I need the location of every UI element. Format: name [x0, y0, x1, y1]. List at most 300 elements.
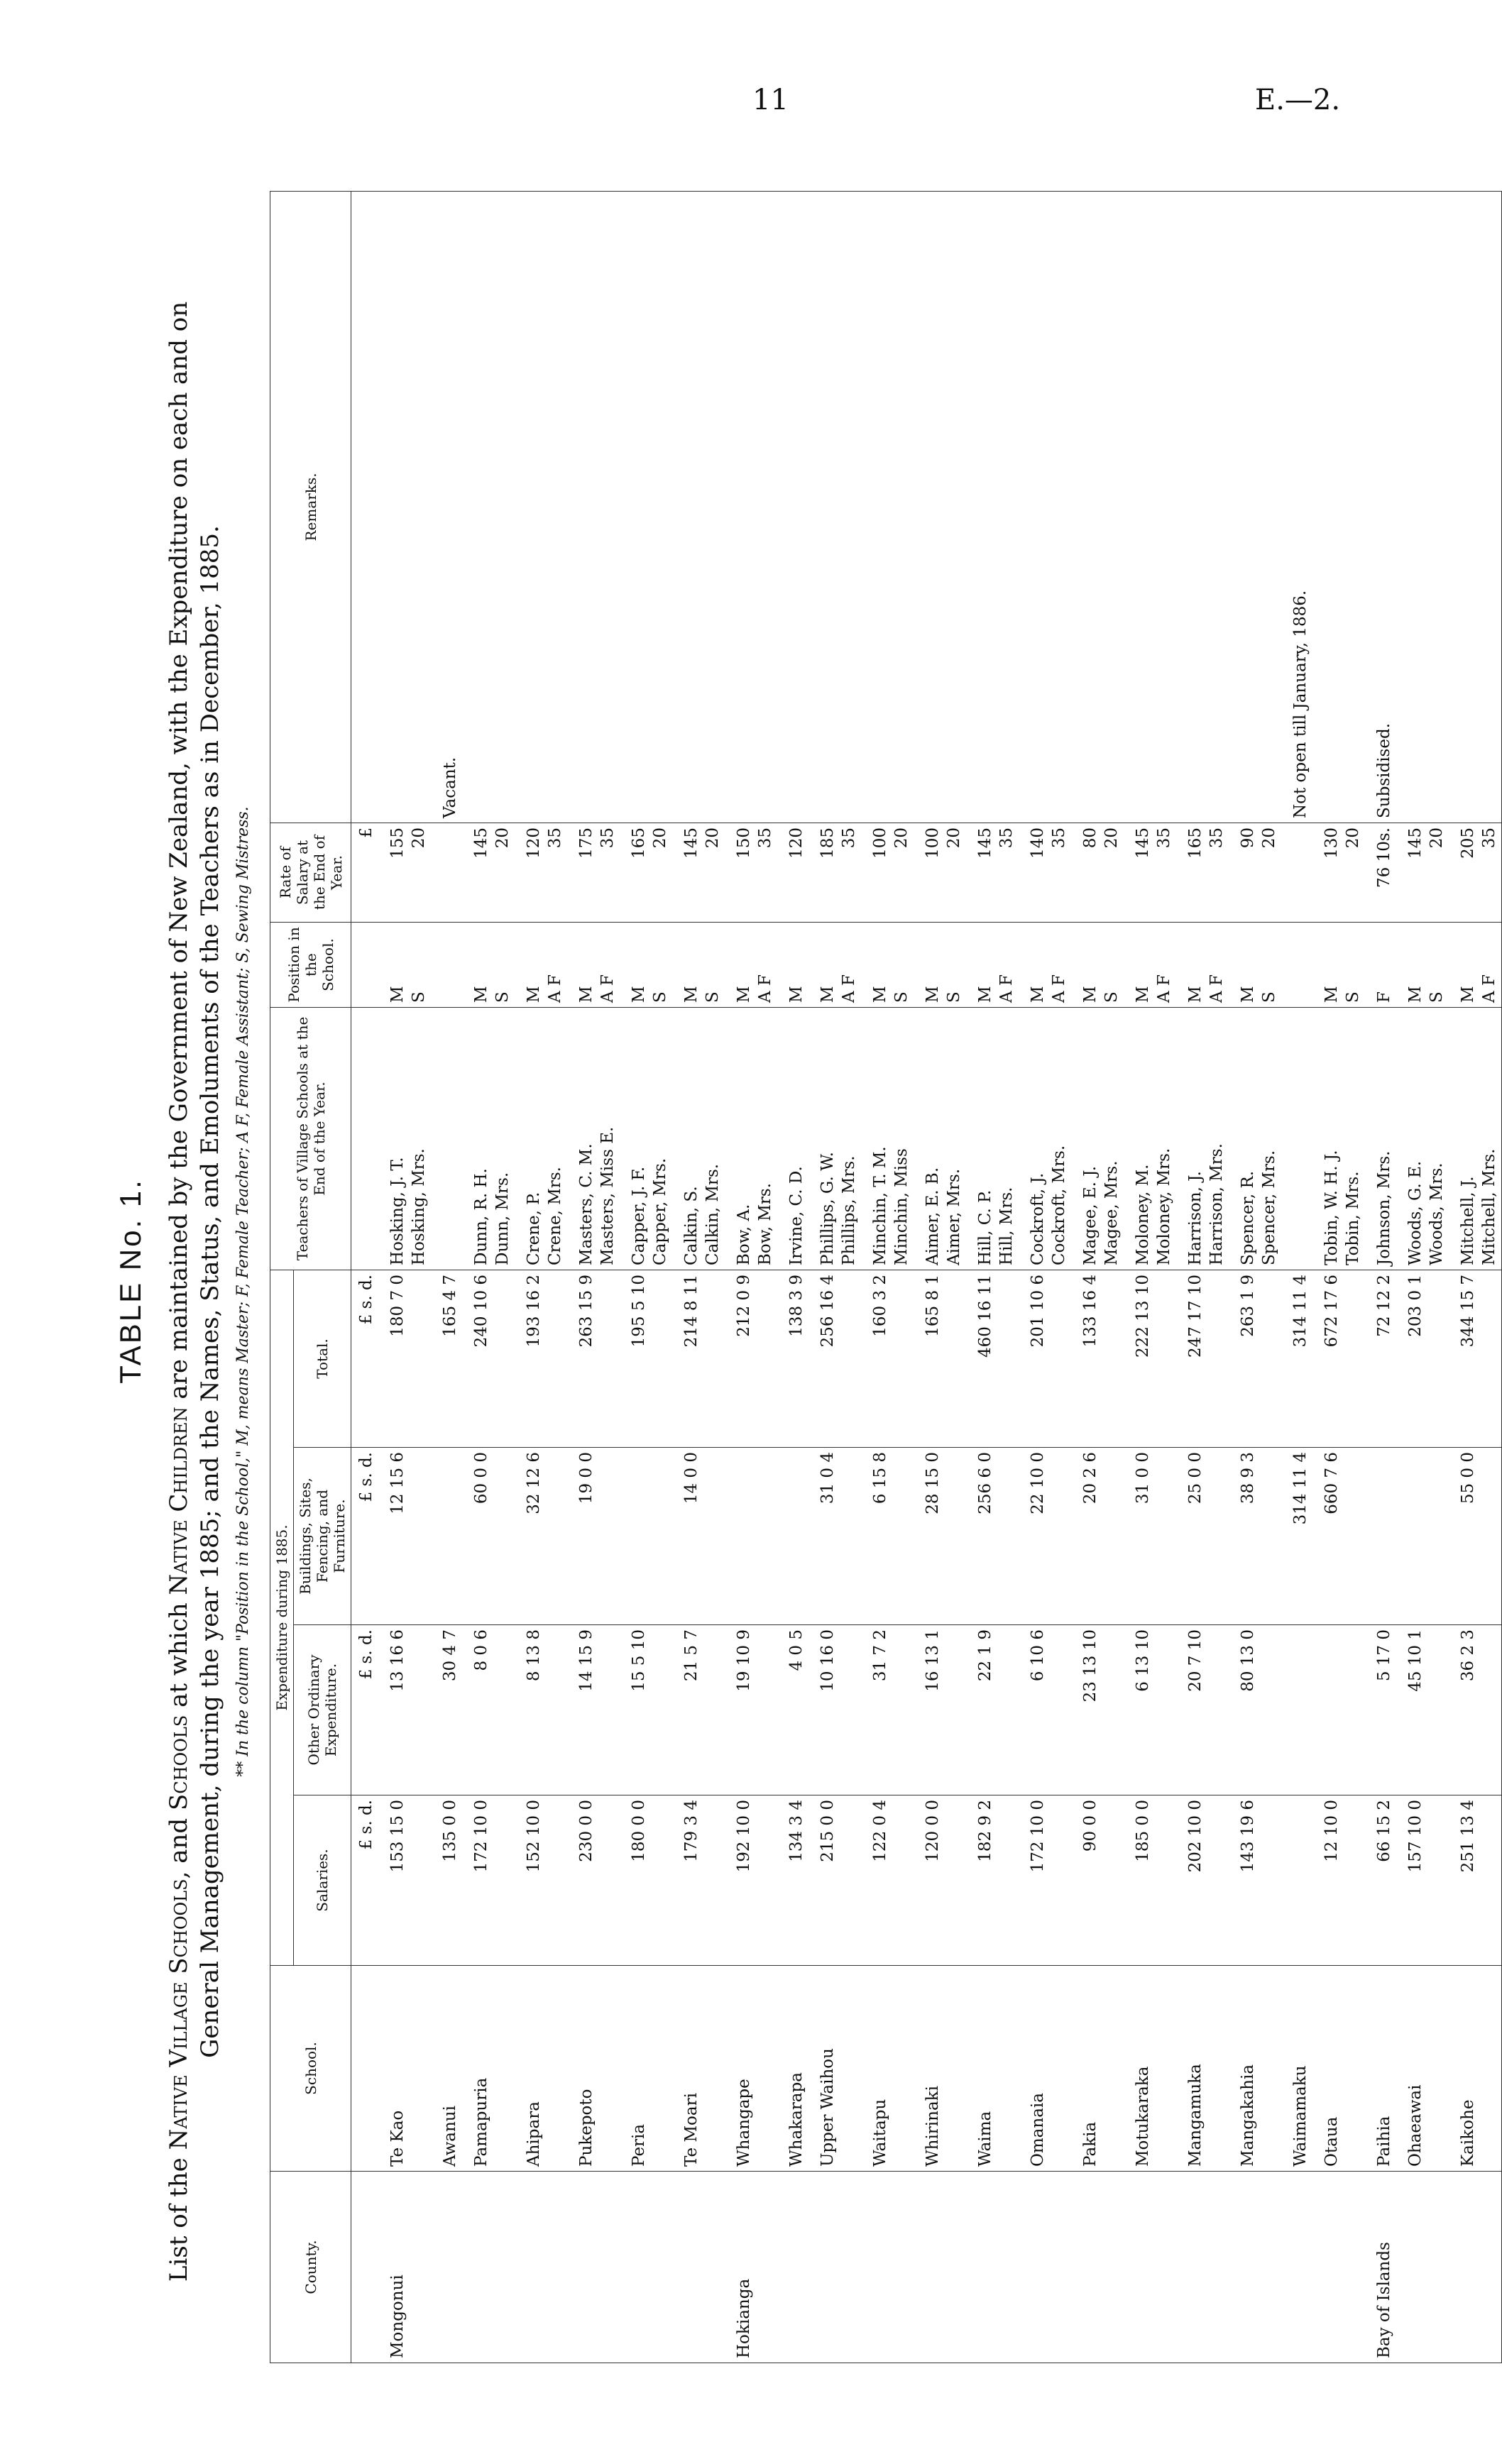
buildings-cell: 19 0 0 [567, 1448, 598, 1625]
position-cell: A F [1155, 922, 1176, 1007]
other-expenditure-cell [1427, 1625, 1449, 1795]
other-expenditure-cell [1155, 1625, 1176, 1795]
buildings-cell [1207, 1448, 1229, 1625]
position-cell: S [703, 922, 725, 1007]
teacher-cell: Woods, G. E. [1396, 1007, 1427, 1270]
other-expenditure-cell: 16 13 1 [914, 1625, 945, 1795]
rotated-table-page [92, 156, 1498, 2406]
salaries-cell: 134 3 4 [777, 1795, 808, 1966]
table-row [997, 191, 1019, 2363]
school-cell: Waima [966, 1966, 997, 2172]
teacher-cell: Magee, E. J. [1071, 1007, 1102, 1270]
county-cell [1155, 2172, 1176, 2363]
teacher-cell: Johnson, Mrs. [1365, 1007, 1396, 1270]
salaries-cell [840, 1795, 861, 1966]
units-salaries: £ s. d. [351, 1795, 379, 1966]
remarks-cell [410, 191, 431, 823]
table-row [1449, 191, 1480, 2363]
county-cell [1050, 2172, 1071, 2363]
salaries-cell: 180 0 0 [620, 1795, 651, 1966]
table-row [431, 191, 462, 2363]
school-cell: Omanaia [1019, 1966, 1050, 2172]
remarks-cell [546, 191, 567, 823]
teacher-cell: Aimer, E. B. [914, 1007, 945, 1270]
other-expenditure-cell: 6 10 6 [1019, 1625, 1050, 1795]
remarks-cell [1260, 191, 1281, 823]
rate-cell: 35 [840, 823, 861, 922]
salaries-cell [703, 1795, 725, 1966]
total-cell: 203 0 1 [1396, 1270, 1427, 1447]
position-cell: A F [1480, 922, 1502, 1007]
rate-cell: 205 [1449, 823, 1480, 922]
teacher-cell: Calkin, Mrs. [703, 1007, 725, 1270]
other-expenditure-cell [1102, 1625, 1124, 1795]
teacher-cell: Hosking, Mrs. [410, 1007, 431, 1270]
total-cell: 263 1 9 [1229, 1270, 1260, 1447]
salaries-cell [756, 1795, 777, 1966]
position-cell: A F [1050, 922, 1071, 1007]
table-row [1155, 191, 1176, 2363]
county-cell [966, 2172, 997, 2363]
total-cell [1102, 1270, 1124, 1447]
position-cell: M [1071, 922, 1102, 1007]
salaries-cell: 192 10 0 [725, 1795, 756, 1966]
salaries-cell [1480, 1795, 1502, 1966]
caption-native-children: Native Children [165, 1407, 193, 1595]
buildings-cell: 25 0 0 [1176, 1448, 1207, 1625]
other-expenditure-cell: 22 1 9 [966, 1625, 997, 1795]
table-row [914, 191, 945, 2363]
salaries-cell: 153 15 0 [378, 1795, 410, 1966]
total-cell [703, 1270, 725, 1447]
other-expenditure-cell [410, 1625, 431, 1795]
position-cell: S [1344, 922, 1365, 1007]
rate-cell: 120 [777, 823, 808, 922]
salaries-cell [997, 1795, 1019, 1966]
school-cell [1344, 1966, 1365, 2172]
rate-cell: 165 [1176, 823, 1207, 922]
total-cell [651, 1270, 672, 1447]
col-school: School. [270, 1966, 351, 2172]
position-cell: S [410, 922, 431, 1007]
county-cell [861, 2172, 892, 2363]
rate-cell: 130 [1312, 823, 1344, 922]
other-expenditure-cell: 8 13 8 [515, 1625, 546, 1795]
remarks-cell: Subsidised. [1365, 191, 1396, 823]
buildings-cell [1102, 1448, 1124, 1625]
total-cell [840, 1270, 861, 1447]
other-expenditure-cell [840, 1625, 861, 1795]
teacher-cell: Crene, P. [515, 1007, 546, 1270]
buildings-cell [756, 1448, 777, 1625]
col-rate: Rate of Salary at the End of Year. [270, 823, 351, 922]
salaries-cell [1344, 1795, 1365, 1966]
total-cell: 256 16 4 [808, 1270, 840, 1447]
school-cell [598, 1966, 620, 2172]
school-cell: Peria [620, 1966, 651, 2172]
page-number: 11 [752, 84, 789, 116]
school-cell [1102, 1966, 1124, 2172]
rate-cell: 20 [410, 823, 431, 922]
county-cell [1176, 2172, 1207, 2363]
school-cell: Waimamaku [1281, 1966, 1312, 2172]
total-cell: 240 10 6 [462, 1270, 493, 1447]
col-county: County. [270, 2172, 351, 2363]
other-expenditure-cell [1260, 1625, 1281, 1795]
remarks-cell [567, 191, 598, 823]
total-cell [493, 1270, 515, 1447]
salaries-cell [1155, 1795, 1176, 1966]
position-cell: S [892, 922, 914, 1007]
school-cell: Ahipara [515, 1966, 546, 2172]
rate-cell: 35 [756, 823, 777, 922]
teacher-cell: Hosking, J. T. [378, 1007, 410, 1270]
remarks-cell [840, 191, 861, 823]
table-row [620, 191, 651, 2363]
col-expenditure-group: Expenditure during 1885. [270, 1270, 294, 1965]
buildings-cell [1155, 1448, 1176, 1625]
county-cell [410, 2172, 431, 2363]
remarks-cell [966, 191, 997, 823]
position-cell: M [378, 922, 410, 1007]
other-expenditure-cell [1281, 1625, 1312, 1795]
school-cell: Ohaeawai [1396, 1966, 1427, 2172]
units-rate: £ [351, 823, 379, 922]
total-cell: 193 16 2 [515, 1270, 546, 1447]
other-expenditure-cell [997, 1625, 1019, 1795]
salaries-cell: 230 0 0 [567, 1795, 598, 1966]
teacher-cell: Irvine, C. D. [777, 1007, 808, 1270]
county-cell [1312, 2172, 1344, 2363]
col-position: Position in the School. [270, 922, 351, 1007]
position-cell: A F [598, 922, 620, 1007]
rate-cell: 100 [861, 823, 892, 922]
rate-cell: 35 [1207, 823, 1229, 922]
position-cell: S [1427, 922, 1449, 1007]
rate-cell: 185 [808, 823, 840, 922]
table-row [1102, 191, 1124, 2363]
county-cell [1281, 2172, 1312, 2363]
teacher-cell: Phillips, G. W. [808, 1007, 840, 1270]
school-cell: Te Kao [378, 1966, 410, 2172]
total-cell: 314 11 4 [1281, 1270, 1312, 1447]
teacher-cell: Woods, Mrs. [1427, 1007, 1449, 1270]
buildings-cell [1480, 1448, 1502, 1625]
buildings-cell [493, 1448, 515, 1625]
salaries-cell [892, 1795, 914, 1966]
county-cell: Mongonui [378, 2172, 410, 2363]
remarks-cell [1480, 191, 1502, 823]
rate-cell: 150 [725, 823, 756, 922]
total-cell: 460 16 11 [966, 1270, 997, 1447]
rate-cell: 20 [1102, 823, 1124, 922]
remarks-cell [493, 191, 515, 823]
other-expenditure-cell [1207, 1625, 1229, 1795]
table-row [1124, 191, 1155, 2363]
position-cell [431, 922, 462, 1007]
teacher-cell: Crene, Mrs. [546, 1007, 567, 1270]
teacher-cell: Magee, Mrs. [1102, 1007, 1124, 1270]
position-cell: M [620, 922, 651, 1007]
rate-cell: 165 [620, 823, 651, 922]
teacher-cell: Harrison, Mrs. [1207, 1007, 1229, 1270]
table-row [945, 191, 966, 2363]
remarks-cell [703, 191, 725, 823]
remarks-cell [1427, 191, 1449, 823]
total-cell [410, 1270, 431, 1447]
remarks-cell [1124, 191, 1155, 823]
rate-cell: 80 [1071, 823, 1102, 922]
table-row [1312, 191, 1344, 2363]
buildings-cell: 12 15 6 [378, 1448, 410, 1625]
teacher-cell: Aimer, Mrs. [945, 1007, 966, 1270]
remarks-cell [598, 191, 620, 823]
total-cell: 222 13 10 [1124, 1270, 1155, 1447]
county-cell [777, 2172, 808, 2363]
position-cell: A F [997, 922, 1019, 1007]
other-expenditure-cell [1344, 1625, 1365, 1795]
total-cell [1155, 1270, 1176, 1447]
salaries-cell [1260, 1795, 1281, 1966]
rate-cell: 145 [966, 823, 997, 922]
table-row [1050, 191, 1071, 2363]
school-cell [651, 1966, 672, 2172]
buildings-cell [1427, 1448, 1449, 1625]
table-row [651, 191, 672, 2363]
rate-cell: 20 [703, 823, 725, 922]
table-row [1365, 191, 1396, 2363]
county-cell [515, 2172, 546, 2363]
position-cell: S [651, 922, 672, 1007]
salaries-cell: 172 10 0 [462, 1795, 493, 1966]
remarks-cell [1176, 191, 1207, 823]
remarks-cell [945, 191, 966, 823]
salaries-cell [1102, 1795, 1124, 1966]
total-cell: 201 10 6 [1019, 1270, 1050, 1447]
rate-cell: 20 [1427, 823, 1449, 922]
teacher-cell: Minchin, Miss [892, 1007, 914, 1270]
buildings-cell [840, 1448, 861, 1625]
teacher-cell [1281, 1007, 1312, 1270]
table-row [703, 191, 725, 2363]
county-cell [1102, 2172, 1124, 2363]
salaries-cell [1050, 1795, 1071, 1966]
position-cell: M [914, 922, 945, 1007]
county-cell [493, 2172, 515, 2363]
caption-schools: Schools [165, 1715, 193, 1811]
county-cell [1229, 2172, 1260, 2363]
county-cell [1449, 2172, 1480, 2363]
total-cell [892, 1270, 914, 1447]
county-cell [945, 2172, 966, 2363]
total-cell: 180 7 0 [378, 1270, 410, 1447]
other-expenditure-cell: 21 5 7 [672, 1625, 703, 1795]
total-cell [598, 1270, 620, 1447]
remarks-cell [861, 191, 892, 823]
table-row [546, 191, 567, 2363]
units-row [351, 191, 379, 2363]
salaries-cell [410, 1795, 431, 1966]
buildings-cell [1344, 1448, 1365, 1625]
salaries-cell: 66 15 2 [1365, 1795, 1396, 1966]
table-row [493, 191, 515, 2363]
position-cell: M [725, 922, 756, 1007]
county-cell [620, 2172, 651, 2363]
other-expenditure-cell: 8 0 6 [462, 1625, 493, 1795]
teacher-cell: Hill, Mrs. [997, 1007, 1019, 1270]
table-row [378, 191, 410, 2363]
other-expenditure-cell [1480, 1625, 1502, 1795]
salaries-cell: 157 10 0 [1396, 1795, 1427, 1966]
total-cell [1050, 1270, 1071, 1447]
school-cell: Mangamuka [1176, 1966, 1207, 2172]
teacher-cell: Cockroft, Mrs. [1050, 1007, 1071, 1270]
other-expenditure-cell [493, 1625, 515, 1795]
school-cell: Motukaraka [1124, 1966, 1155, 2172]
remarks-cell: Not open till January, 1886. [1281, 191, 1312, 823]
buildings-cell: 14 0 0 [672, 1448, 703, 1625]
table-row [892, 191, 914, 2363]
county-cell [546, 2172, 567, 2363]
table-row [1480, 191, 1502, 2363]
rate-cell: 90 [1229, 823, 1260, 922]
table-row [598, 191, 620, 2363]
remarks-cell [892, 191, 914, 823]
buildings-cell: 20 2 6 [1071, 1448, 1102, 1625]
col-salaries: Salaries. [294, 1795, 351, 1966]
position-cell: S [1260, 922, 1281, 1007]
table-row [462, 191, 493, 2363]
buildings-cell [1396, 1448, 1427, 1625]
school-cell [546, 1966, 567, 2172]
table-row [1019, 191, 1050, 2363]
buildings-cell [598, 1448, 620, 1625]
salaries-cell [1281, 1795, 1312, 1966]
position-cell: M [1229, 922, 1260, 1007]
position-cell: A F [1207, 922, 1229, 1007]
total-cell: 672 17 6 [1312, 1270, 1344, 1447]
table-row [1176, 191, 1207, 2363]
col-teachers: Teachers of Village Schools at the End of the Year. [270, 1007, 351, 1270]
table-row [567, 191, 598, 2363]
other-expenditure-cell [892, 1625, 914, 1795]
buildings-cell [703, 1448, 725, 1625]
county-cell [1071, 2172, 1102, 2363]
table-row [515, 191, 546, 2363]
total-cell: 160 3 2 [861, 1270, 892, 1447]
school-cell [945, 1966, 966, 2172]
school-cell: Pamapuria [462, 1966, 493, 2172]
county-cell: Bay of Islands [1365, 2172, 1396, 2363]
teacher-cell: Bow, A. [725, 1007, 756, 1270]
county-cell [598, 2172, 620, 2363]
salaries-cell: 185 0 0 [1124, 1795, 1155, 1966]
total-cell [756, 1270, 777, 1447]
col-total: Total. [294, 1270, 351, 1447]
rate-cell: 20 [651, 823, 672, 922]
county-cell [756, 2172, 777, 2363]
rate-cell: 20 [493, 823, 515, 922]
buildings-cell [431, 1448, 462, 1625]
remarks-cell [1344, 191, 1365, 823]
rate-cell: 145 [1124, 823, 1155, 922]
page-reference: E.—2. [1255, 84, 1341, 116]
units-other: £ s. d. [351, 1625, 379, 1795]
buildings-cell: 31 0 0 [1124, 1448, 1155, 1625]
school-cell [756, 1966, 777, 2172]
caption-native-village-schools: Native Village Schools [165, 1879, 193, 2150]
position-cell: M [567, 922, 598, 1007]
total-cell: 214 8 11 [672, 1270, 703, 1447]
teacher-cell: Minchin, T. M. [861, 1007, 892, 1270]
salaries-cell: 215 0 0 [808, 1795, 840, 1966]
remarks-cell [808, 191, 840, 823]
remarks-cell [1396, 191, 1427, 823]
position-note: ** In the column "Position in the School," M, means Master; F, Female Teacher; A F, Female Assistant; S, Sewing Mistress. [234, 806, 252, 1777]
table-title: TABLE No. 1. [114, 1178, 147, 1384]
remarks-cell [462, 191, 493, 823]
other-expenditure-cell: 20 7 10 [1176, 1625, 1207, 1795]
teacher-cell: Moloney, Mrs. [1155, 1007, 1176, 1270]
position-cell: M [777, 922, 808, 1007]
remarks-cell [672, 191, 703, 823]
position-cell: A F [756, 922, 777, 1007]
table-row [1281, 191, 1312, 2363]
school-cell [410, 1966, 431, 2172]
teacher-cell: Dunn, R. H. [462, 1007, 493, 1270]
position-cell [1281, 922, 1312, 1007]
salaries-cell: 135 0 0 [431, 1795, 462, 1966]
county-cell: Hokianga [725, 2172, 756, 2363]
salaries-cell: 182 9 2 [966, 1795, 997, 1966]
total-cell [1207, 1270, 1229, 1447]
buildings-cell: 314 11 4 [1281, 1448, 1312, 1625]
remarks-cell [378, 191, 410, 823]
teacher-cell: Spencer, R. [1229, 1007, 1260, 1270]
table-row [1260, 191, 1281, 2363]
remarks-cell [1312, 191, 1344, 823]
salaries-cell [1427, 1795, 1449, 1966]
county-cell [567, 2172, 598, 2363]
school-cell: Waitapu [861, 1966, 892, 2172]
other-expenditure-cell [651, 1625, 672, 1795]
other-expenditure-cell [1312, 1625, 1344, 1795]
teacher-cell: Capper, Mrs. [651, 1007, 672, 1270]
rate-cell [1281, 823, 1312, 922]
position-cell: M [1312, 922, 1344, 1007]
county-cell [1124, 2172, 1155, 2363]
table-row [966, 191, 997, 2363]
county-cell [1260, 2172, 1281, 2363]
rate-cell: 76 10s. [1365, 823, 1396, 922]
salaries-cell [651, 1795, 672, 1966]
county-cell [1480, 2172, 1502, 2363]
other-expenditure-cell: 10 16 0 [808, 1625, 840, 1795]
salaries-cell: 12 10 0 [1312, 1795, 1344, 1966]
county-cell [651, 2172, 672, 2363]
school-cell [1480, 1966, 1502, 2172]
table-row [672, 191, 703, 2363]
teacher-cell: Phillips, Mrs. [840, 1007, 861, 1270]
county-cell [672, 2172, 703, 2363]
salaries-cell: 152 10 0 [515, 1795, 546, 1966]
county-cell [1396, 2172, 1427, 2363]
remarks-cell [651, 191, 672, 823]
teacher-cell: Bow, Mrs. [756, 1007, 777, 1270]
buildings-cell [620, 1448, 651, 1625]
rate-cell: 145 [672, 823, 703, 922]
teacher-cell: Harrison, J. [1176, 1007, 1207, 1270]
